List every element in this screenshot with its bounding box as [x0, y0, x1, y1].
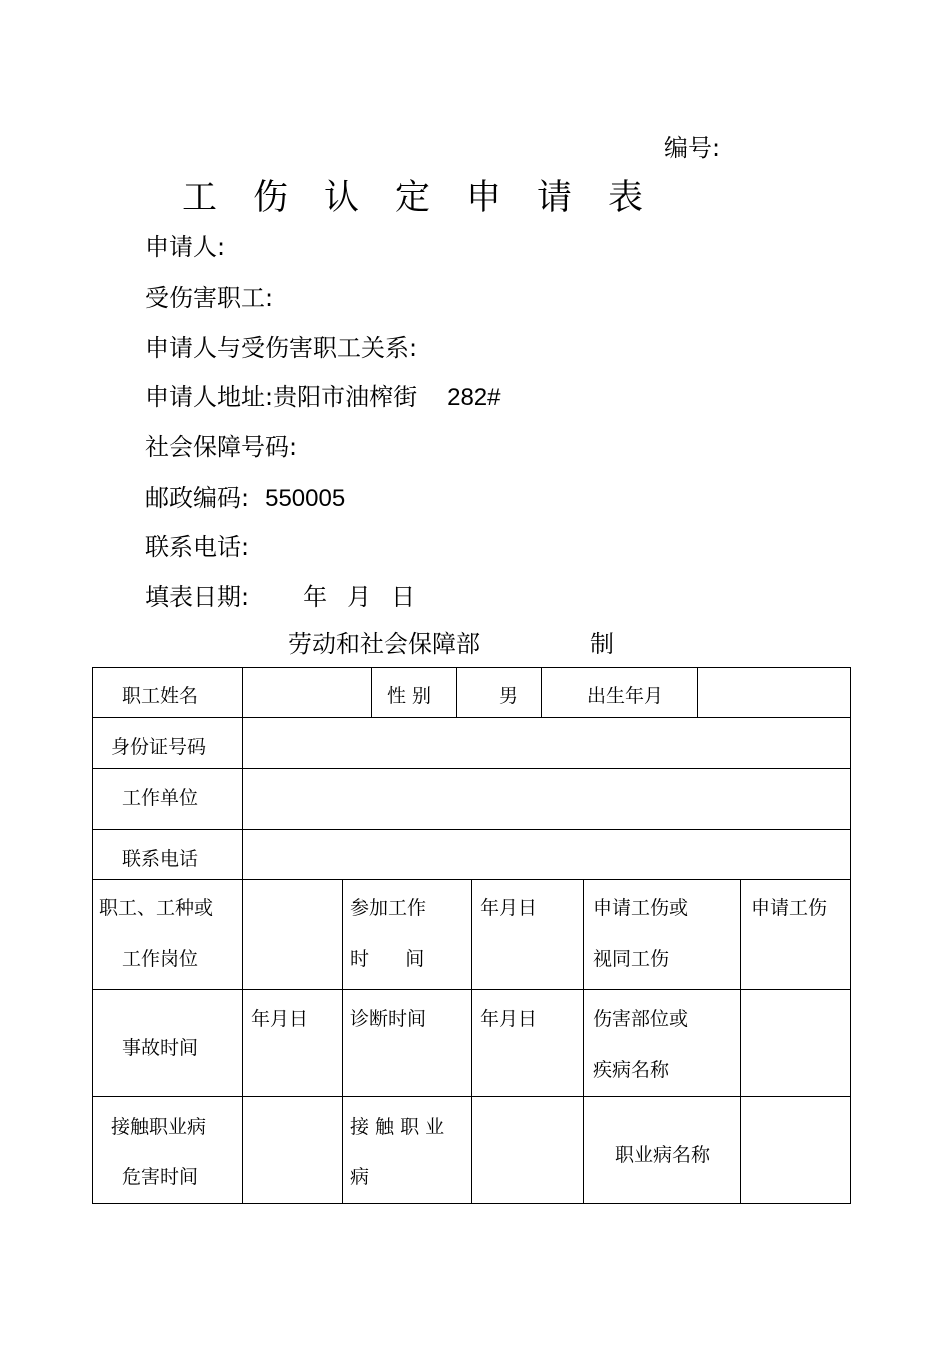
work-start-label-line1: 参加工作 [350, 897, 427, 919]
table-border [92, 717, 851, 718]
gender-label: 性 别 [387, 685, 432, 707]
postal-code-label: 邮政编码: [145, 484, 250, 512]
fill-date-year: 年 [303, 583, 328, 611]
issuer-name: 劳动和社会保障部 [288, 630, 480, 658]
occupational-disease-label-line1: 接 触 职 业 [350, 1116, 445, 1138]
injury-label-line1: 伤害部位或 [593, 1008, 689, 1030]
page-title: 工伤认定申请表 [182, 178, 680, 218]
serial-number-label: 编号: [664, 134, 721, 162]
address-label: 申请人地址: [145, 383, 274, 411]
diagnosis-time-label: 诊断时间 [350, 1008, 427, 1030]
fill-date-field [145, 577, 415, 612]
table-phone-label: 联系电话 [122, 848, 199, 870]
table-border [541, 667, 542, 718]
job-title-label-line1: 职工、工种或 [99, 897, 214, 919]
table-border [371, 667, 372, 718]
gender-value: 男 [499, 685, 519, 707]
social-security-label: 社会保障号码: [145, 433, 298, 461]
accident-time-label: 事故时间 [122, 1037, 199, 1059]
apply-type-value: 申请工伤 [751, 897, 828, 919]
work-start-label-line2: 时 间 [350, 948, 425, 970]
relationship-label: 申请人与受伤害职工关系: [145, 334, 418, 362]
worker-name-label: 职工姓名 [122, 685, 199, 707]
injured-worker-label: 受伤害职工: [145, 284, 274, 312]
table-border [697, 667, 698, 718]
address-field [145, 377, 500, 412]
exposure-time-label-line1: 接触职业病 [111, 1116, 207, 1138]
accident-time-value: 年月日 [251, 1008, 309, 1030]
injury-label-line2: 疾病名称 [593, 1059, 670, 1081]
work-start-value: 年月日 [480, 897, 538, 919]
id-number-label: 身份证号码 [111, 736, 207, 758]
postal-code-value: 550005 [265, 485, 346, 512]
apply-type-label-line1: 申请工伤或 [593, 897, 689, 919]
birth-date-label: 出生年月 [587, 685, 664, 707]
fill-date-month: 月 [347, 583, 372, 611]
fill-date-label: 填表日期: [145, 583, 250, 611]
table-border [456, 667, 457, 718]
disease-name-label: 职业病名称 [615, 1144, 711, 1166]
issuer-suffix: 制 [590, 630, 614, 658]
apply-type-label-line2: 视同工伤 [593, 948, 670, 970]
table-border [92, 667, 93, 1204]
address-number: 282# [447, 384, 501, 411]
fill-date-day: 日 [391, 583, 416, 611]
table-border [471, 879, 472, 1204]
table-border [740, 879, 741, 1204]
table-border [92, 829, 851, 830]
employer-label: 工作单位 [122, 787, 199, 809]
exposure-time-label-line2: 危害时间 [122, 1166, 199, 1188]
table-border [583, 879, 584, 1204]
table-border [92, 768, 851, 769]
table-border [242, 667, 243, 1204]
address-value: 贵阳市油榨街 [273, 383, 418, 411]
postal-code-field [145, 478, 345, 513]
phone-label: 联系电话: [145, 533, 250, 561]
occupational-disease-label-line2: 病 [350, 1166, 370, 1188]
job-title-label-line2: 工作岗位 [122, 948, 199, 970]
diagnosis-time-value: 年月日 [480, 1008, 538, 1030]
table-border [850, 667, 851, 1204]
applicant-label: 申请人: [145, 233, 226, 261]
table-border [92, 667, 851, 668]
table-border [342, 879, 343, 1204]
